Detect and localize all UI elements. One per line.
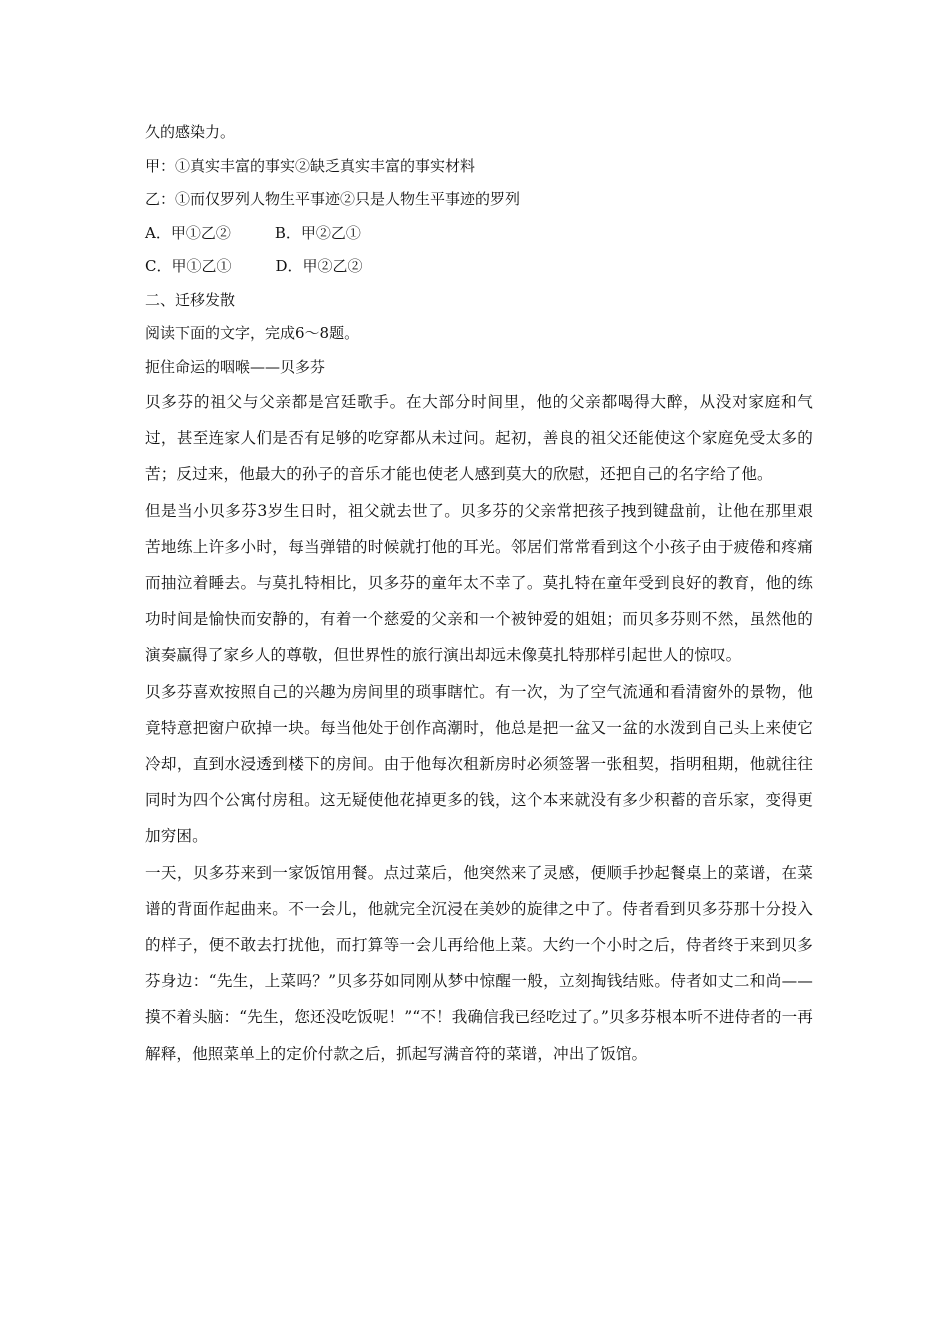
document-body	[145, 116, 813, 1072]
section-heading: 二、迁移发散	[145, 290, 236, 309]
article-title: 扼住命运的咽喉——贝多芬	[145, 357, 326, 376]
choice-d: D．甲②乙②	[275, 257, 363, 275]
article-paragraph-2: 但是当小贝多芬3岁生日时，祖父就去世了。贝多芬的父亲常把孩子拽到键盘前，让他在那里艰苦地练上许多小时，每当弹错的时候就打他的耳光。邻居们常常看到这个小孩子由于疲倦和疼痛而抽泣着睡去。与莫扎特相比，贝多芬的童年太不幸了。莫扎特在童年受到良好的教育，他的练功时间是愉快而安静的，有着一个慈爱的父亲和一个被钟爱的姐姐；而贝多芬则不然，虽然他的演奏赢得了家乡人的尊敬，但世界性的旅行演出却远未像莫扎特那样引起世人的惊叹。	[145, 501, 813, 665]
reading-instruction: 阅读下面的文字，完成6～8题。	[145, 324, 360, 342]
choice-row-cd	[145, 250, 813, 284]
article-paragraph-3: 贝多芬喜欢按照自己的兴趣为房间里的琐事瞎忙。有一次，为了空气流通和看清窗外的景物，他竟特意把窗户砍掉一块。每当他处于创作高潮时，他总是把一盆又一盆的水泼到自己头上来使它冷却，直到水浸透到楼下的房间。由于他每次租新房时必须签署一张租契，指明租期，他就往往同时为四个公寓付房租。这无疑使他花掉更多的钱，这个本来就没有多少积蓄的音乐家，变得更加穷困。	[145, 682, 813, 846]
choice-a: A．甲①乙②	[145, 223, 231, 242]
choice-c: C．甲①乙①	[145, 257, 232, 275]
article-paragraph-1: 贝多芬的祖父与父亲都是宫廷歌手。在大部分时间里，他的父亲都喝得大醉，从没对家庭和气过，甚至连家人们是否有足够的吃穿都从未过问。起初，善良的祖父还能使这个家庭免受太多的苦；反过来，他最大的孙子的音乐才能也使老人感到莫大的欣慰，还把自己的名字给了他。	[145, 393, 813, 484]
article-paragraph-4: 一天，贝多芬来到一家饭馆用餐。点过菜后，他突然来了灵感，便顺手抄起餐桌上的菜谱，在菜谱的背面作起曲来。不一会儿，他就完全沉浸在美妙的旋律之中了。侍者看到贝多芬那十分投入的样子，便不敢去打扰他，而打算等一会儿再给他上菜。大约一个小时之后，侍者终于来到贝多芬身边：“先生，上菜吗？”贝多芬如同刚从梦中惊醒一般，立刻掏钱结账。侍者如丈二和尚——摸不着头脑：“先生，您还没吃饭呢！”“不！我确信我已经吃过了。”贝多芬根本听不进侍者的一再解释，他照菜单上的定价付款之后，抓起写满音符的菜谱，冲出了饭馆。	[145, 863, 813, 1063]
option-jia-line: 甲：①真实丰富的事实②缺乏真实丰富的事实材料	[145, 156, 476, 175]
choice-b: B．甲②乙①	[274, 223, 361, 242]
choice-row-ab	[145, 217, 813, 251]
option-yi-line: 乙：①而仅罗列人物生平事迹②只是人物生平事迹的罗列	[145, 190, 521, 208]
continued-text-line: 久的感染力。	[145, 123, 236, 141]
